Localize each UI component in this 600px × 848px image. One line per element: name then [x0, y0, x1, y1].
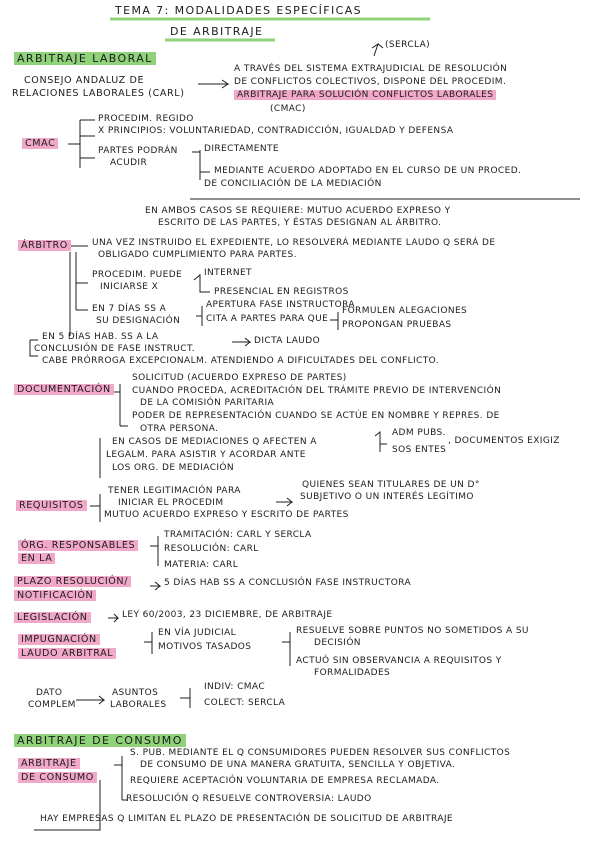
carl-line-2: RELACIONES LABORALES (CARL) [12, 88, 185, 99]
consumo-3: REQUIERE ACEPTACIÓN VOLUNTARIA DE EMPRESA RECLAMADA. [130, 776, 440, 786]
dato-2: COMPLEM [28, 700, 76, 710]
req-4: SUBJETIVO O UN INTERÉS LEGÍTIMO [300, 492, 474, 502]
consumo-5: HAY EMPRESAS Q LIMITAN EL PLAZO DE PRESENTACIÓN DE SOLICITUD DE ARBITRAJE [40, 814, 454, 824]
cinco-1: EN 5 DÍAS HAB. SS A LA [42, 332, 159, 342]
consumo-label-1: ARBITRAJE [18, 758, 80, 769]
imp-6: FORMALIDADES [314, 668, 391, 678]
cmac-line-6: MEDIANTE ACUERDO ADOPTADO EN EL CURSO DE UN PROCED. [214, 166, 522, 176]
req-3: QUIENES SEAN TITULARES DE UN D° [302, 480, 480, 490]
leg-text: LEY 60/2003, 23 DICIEMBRE, DE ARBITRAJE [122, 610, 333, 620]
doc-label: DOCUMENTACIÓN [14, 384, 114, 395]
leg-label: LEGISLACIÓN [14, 612, 91, 623]
imp-3: RESUELVE SOBRE PUNTOS NO SOMETIDOS A SU [296, 626, 529, 636]
iniciar-1: PROCEDIM. PUEDE [92, 270, 183, 280]
carl-highlight: ARBITRAJE PARA SOLUCIÓN CONFLICTOS LABORALES [234, 90, 496, 101]
prorroga: CABE PRÓRROGA EXCEPCIONALM. ATENDIENDO A DIFICULTADES DEL CONFLICTO. [42, 356, 439, 366]
arbitro-line-2: OBLIGADO CUMPLIMIENTO PARA PARTES. [98, 250, 297, 260]
ambos-line-2: ESCRITO DE LAS PARTES, Y ÉSTAS DESIGNAN AL ÁRBITRO. [158, 218, 442, 228]
cinco-3: DICTA LAUDO [254, 336, 321, 346]
dato-4: LABORALES [110, 700, 167, 710]
carl-line-1: CONSEJO ANDALUZ DE [24, 75, 145, 86]
doc-10: LEGALM. PARA ASISTIR Y ACORDAR ANTE [106, 450, 306, 460]
dato-6: COLECT: SERCLA [204, 698, 286, 708]
doc-5: OTRA PERSONA. [140, 424, 219, 434]
cmac-line-7: DE CONCILIACIÓN DE LA MEDIACIÓN [204, 179, 382, 189]
org-2: RESOLUCIÓN: CARL [164, 544, 259, 554]
doc-3: DE LA COMISIÓN PARITARIA [140, 398, 275, 408]
ambos-line-1: EN AMBOS CASOS SE REQUIERE: MUTUO ACUERDO EXPRESO Y [145, 206, 451, 216]
imp-5: ACTUÓ SIN OBSERVANCIA A REQUISITOS Y [296, 656, 502, 666]
doc-4: PODER DE REPRESENTACIÓN CUANDO SE ACTÚE EN NOMBRE Y REPRES. DE [132, 411, 500, 421]
cinco-2: CONCLUSIÓN DE FASE INSTRUCT. [34, 344, 196, 354]
siete-1: EN 7 DÍAS SS A [92, 304, 167, 314]
req-label: REQUISITOS [16, 500, 87, 511]
arbitro-line-1: UNA VEZ INSTRUIDO EL EXPEDIENTE, LO RESOLVERÁ MEDIANTE LAUDO Q SERÁ DE [92, 238, 496, 248]
cmac-line-3: PARTES PODRÁN [98, 146, 178, 156]
doc-2: CUANDO PROCEDA, ACREDITACIÓN DEL TRÁMITE PREVIO DE INTERVENCIÓN [132, 386, 502, 396]
org-1: TRAMITACIÓN: CARL Y SERCLA [164, 530, 312, 540]
dato-5: INDIV: CMAC [204, 682, 266, 692]
cmac-line-2: X PRINCIPIOS: VOLUNTARIEDAD, CONTRADICCIÓN, IGUALDAD Y DEFENSA [98, 126, 454, 136]
cmac-line-1: PROCEDIM. REGIDO [98, 114, 194, 124]
org-label-1: ÓRG. RESPONSABLES [18, 540, 138, 551]
cmac-line-5: DIRECTAMENTE [204, 144, 279, 154]
doc-8: SOS ENTES [392, 445, 447, 455]
doc-6: EN CASOS DE MEDIACIONES Q AFECTEN A [112, 437, 317, 447]
iniciar-2: INICIARSE X [100, 282, 159, 292]
siete-2: SU DESIGNACIÓN [96, 316, 181, 326]
section-heading-laboral: ARBITRAJE LABORAL [14, 53, 156, 64]
consumo-label-2: DE CONSUMO [18, 772, 97, 783]
plazo-text: 5 DÍAS HAB SS A CONCLUSIÓN FASE INSTRUCTORA [164, 578, 412, 588]
dato-1: DATO [36, 688, 63, 698]
cmac-label: CMAC [22, 138, 58, 149]
plazo-label-1: PLAZO RESOLUCIÓN/ [14, 576, 131, 587]
iniciar-3: INTERNET [204, 268, 252, 278]
req-2: INICIAR EL PROCEDIM [118, 498, 224, 508]
siete-5: FORMULEN ALEGACIONES [342, 306, 468, 316]
org-label-2: EN LA [18, 553, 55, 564]
arbitro-label: ÁRBITRO [18, 240, 71, 251]
consumo-4: RESOLUCIÓN Q RESUELVE CONTROVERSIA: LAUDO [126, 794, 372, 804]
imp-label-2: LAUDO ARBITRAL [18, 648, 116, 659]
plazo-label-2: NOTIFICACIÓN [14, 590, 96, 601]
carl-desc-1: A TRAVÉS DEL SISTEMA EXTRAJUDICIAL DE RESOLUCIÓN [234, 64, 508, 74]
req-5: MUTUO ACUERDO EXPRESO Y ESCRITO DE PARTES [104, 510, 349, 520]
req-1: TENER LEGITIMACIÓN PARA [108, 486, 241, 496]
consumo-2: DE CONSUMO DE UNA MANERA GRATUITA, SENCILLA Y OBJETIVA. [140, 760, 456, 770]
imp-label-1: IMPUGNACIÓN [18, 634, 100, 645]
imp-1: EN VÍA JUDICIAL [158, 628, 237, 638]
iniciar-4: PRESENCIAL EN REGISTROS [214, 287, 349, 297]
doc-9: , DOCUMENTOS EXIGIZ [448, 436, 560, 446]
page-title: TEMA 7: MODALIDADES ESPECÍFICAS [115, 4, 363, 17]
siete-4: CITA A PARTES PARA QUE [206, 314, 329, 324]
section-heading-consumo: ARBITRAJE DE CONSUMO [14, 735, 186, 746]
imp-2: MOTIVOS TASADOS [158, 642, 252, 652]
sercla-note: (SERCLA) [385, 40, 431, 50]
consumo-1: S. PUB. MEDIANTE EL Q CONSUMIDORES PUEDEN RESOLVER SUS CONFLICTOS [130, 748, 511, 758]
doc-7: ADM PUBS. [392, 428, 446, 438]
doc-1: SOLICITUD (ACUERDO EXPRESO DE PARTES) [132, 373, 347, 383]
org-3: MATERIA: CARL [164, 560, 239, 570]
page-subtitle: DE ARBITRAJE [170, 25, 264, 38]
siete-3: APERTURA FASE INSTRUCTORA [206, 300, 355, 310]
cmac-paren: (CMAC) [270, 104, 306, 114]
dato-3: ASUNTOS [112, 688, 159, 698]
imp-4: DECISIÓN [314, 638, 361, 648]
doc-11: LOS ORG. DE MEDIACIÓN [112, 463, 235, 473]
cmac-line-4: ACUDIR [110, 158, 148, 168]
carl-desc-2: DE CONFLICTOS COLECTIVOS, DISPONE DEL PROCEDIM. [234, 77, 507, 87]
siete-6: PROPONGAN PRUEBAS [342, 320, 452, 330]
